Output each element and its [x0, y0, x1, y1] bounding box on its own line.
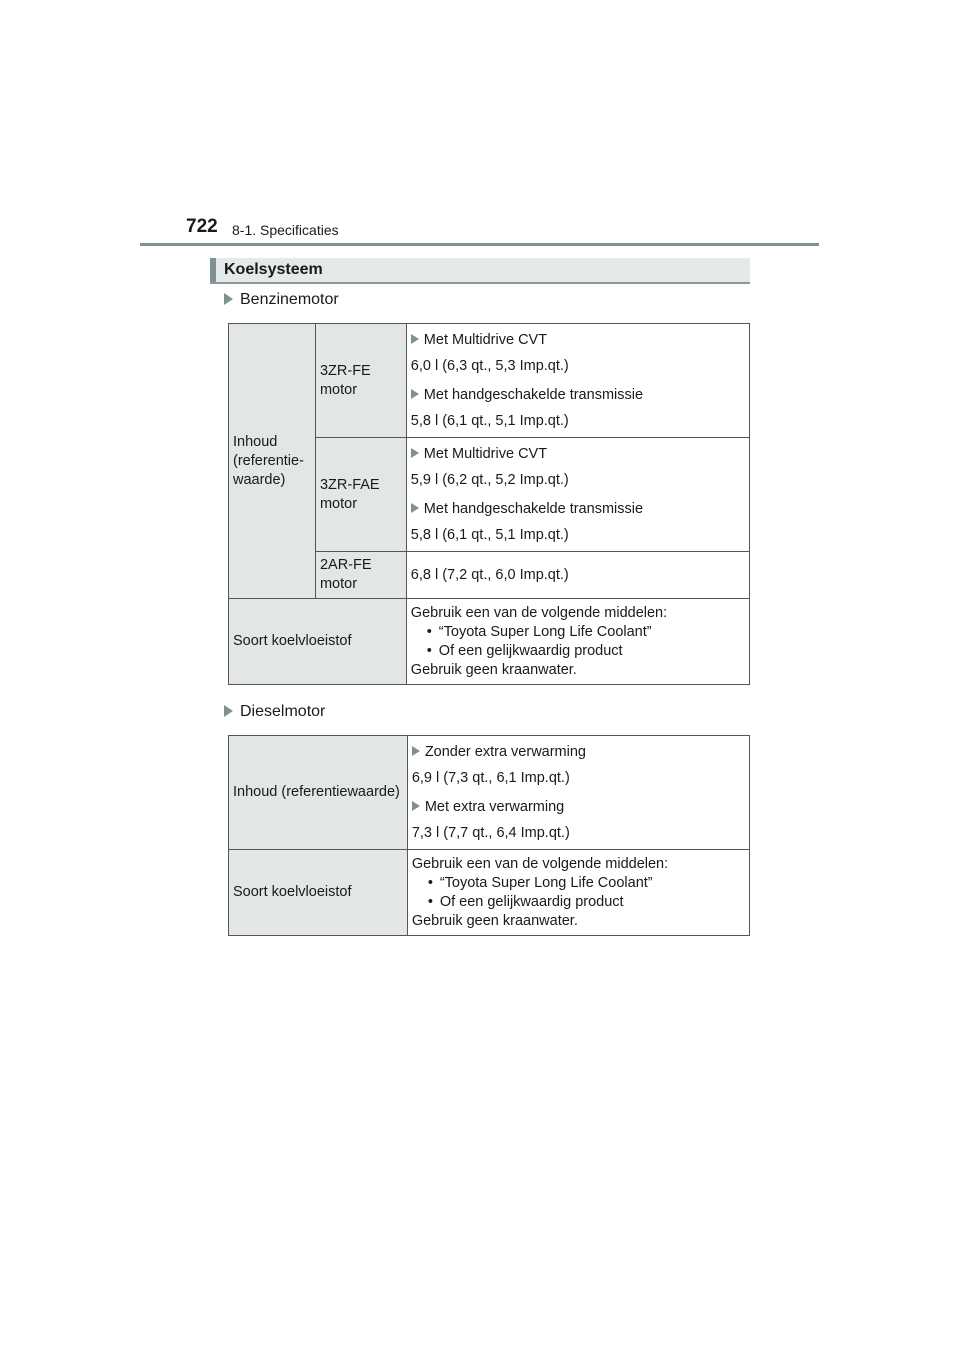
triangle-bullet-icon	[412, 746, 420, 756]
coolant-intro: Gebruik een van de volgende middelen:	[411, 855, 669, 872]
triangle-bullet-icon	[411, 389, 419, 399]
option-value: 5,8 l (6,1 qt., 5,1 Imp.qt.)	[410, 412, 569, 429]
coolant-bullet: • Of een gelijkwaardig product	[411, 642, 745, 661]
option-label: Met handgeschakelde transmissie	[411, 500, 745, 519]
coolant-outro: Gebruik geen kraanwater.	[411, 912, 578, 929]
engine-capacity	[406, 438, 749, 552]
option-label: Zonder extra verwarming	[412, 743, 745, 762]
coolant-intro: Gebruik een van de volgende middelen:	[410, 604, 668, 621]
engine-name: 3ZR-FAE motor	[315, 438, 406, 552]
triangle-bullet-icon	[411, 334, 419, 344]
coolant-type	[406, 599, 749, 685]
triangle-bullet-icon	[412, 801, 420, 811]
page-number: 722	[186, 216, 218, 237]
coolant-type	[407, 850, 749, 936]
capacity-label: Inhoud (referentie- waarde)	[229, 324, 316, 599]
header-rule	[140, 243, 819, 246]
engine-name: 2AR-FE motor	[315, 552, 406, 599]
table-row	[229, 324, 750, 438]
capacity-values	[407, 736, 749, 850]
section-title-bar	[210, 258, 750, 284]
triangle-bullet-icon	[411, 503, 419, 513]
coolant-label: Soort koelvloeistof	[229, 850, 408, 936]
option-value: 7,3 l (7,7 qt., 6,4 Imp.qt.)	[411, 824, 570, 841]
triangle-bullet-icon	[224, 293, 233, 305]
coolant-bullet: • “Toyota Super Long Life Coolant”	[412, 874, 745, 893]
engine-name: 3ZR-FE motor	[315, 324, 406, 438]
diesel-spec-table	[228, 735, 750, 936]
coolant-bullet: • Of een gelijkwaardig product	[412, 893, 745, 912]
engine-capacity: 6,8 l (7,2 qt., 6,0 Imp.qt.)	[406, 552, 749, 599]
triangle-bullet-icon	[224, 705, 233, 717]
option-value: 6,9 l (7,3 qt., 6,1 Imp.qt.)	[411, 769, 570, 786]
option-value: 5,8 l (6,1 qt., 5,1 Imp.qt.)	[410, 526, 569, 543]
coolant-label: Soort koelvloeistof	[229, 599, 407, 685]
petrol-spec-table	[228, 323, 750, 685]
option-label: Met handgeschakelde transmissie	[411, 386, 745, 405]
petrol-heading-text: Benzinemotor	[240, 291, 339, 308]
section-title: Koelsysteem	[224, 261, 323, 278]
option-value: 6,0 l (6,3 qt., 5,3 Imp.qt.)	[410, 357, 569, 374]
option-label: Met extra verwarming	[412, 798, 745, 817]
coolant-bullet: • “Toyota Super Long Life Coolant”	[411, 623, 745, 642]
triangle-bullet-icon	[411, 448, 419, 458]
chapter-title: 8-1. Specificaties	[232, 222, 339, 238]
coolant-outro: Gebruik geen kraanwater.	[410, 661, 577, 678]
table-row	[229, 850, 750, 936]
capacity-label: Inhoud (referentiewaarde)	[229, 736, 408, 850]
option-label: Met Multidrive CVT	[411, 445, 745, 464]
table-row	[229, 599, 750, 685]
petrol-heading	[224, 291, 339, 309]
option-label: Met Multidrive CVT	[411, 331, 745, 350]
title-accent	[210, 258, 216, 282]
diesel-heading-text: Dieselmotor	[240, 703, 326, 720]
option-value: 5,9 l (6,2 qt., 5,2 Imp.qt.)	[410, 471, 569, 488]
engine-capacity	[406, 324, 749, 438]
diesel-heading	[224, 703, 325, 721]
table-row	[229, 736, 750, 850]
